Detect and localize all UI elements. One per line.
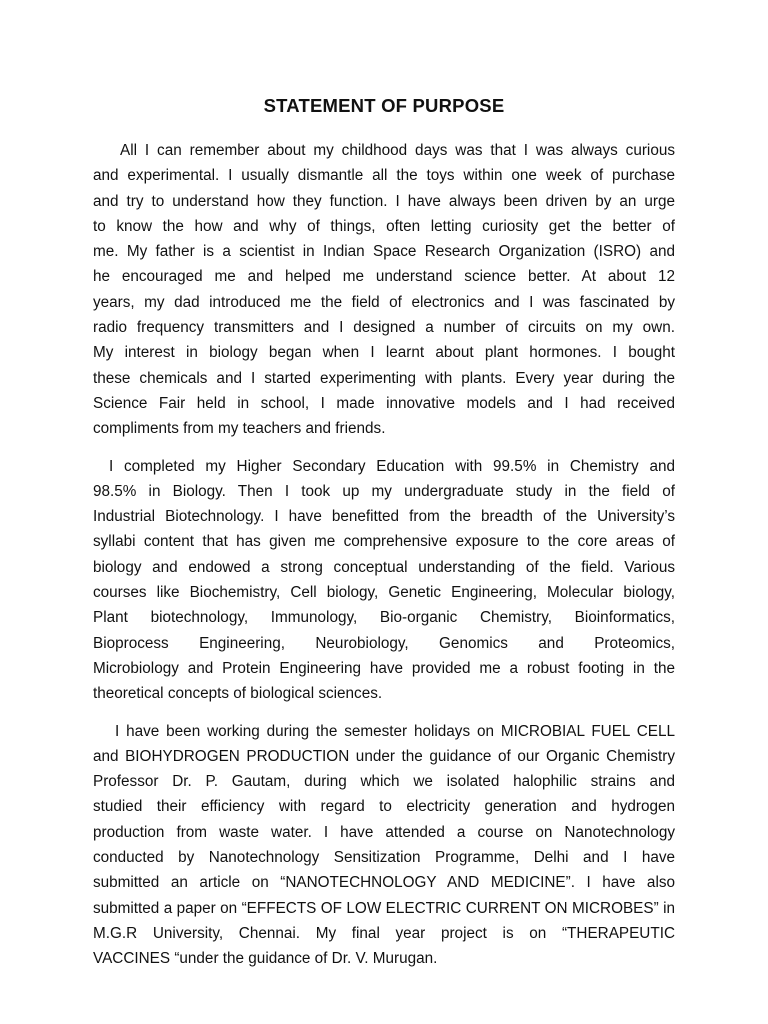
text-line: and BIOHYDROGEN PRODUCTION under the guidance of our Organic Chemistry (93, 747, 675, 765)
text-line: Bioprocess Engineering, Neurobiology, Genomics and Proteomics, (93, 634, 675, 652)
paragraph-spacer (93, 442, 675, 454)
text-line: 98.5% in Biology. Then I took up my undergraduate study in the field of (93, 482, 675, 500)
text-line: years, my dad introduced me the field of electronics and I was fascinated by (93, 293, 675, 311)
text-line: biology and endowed a strong conceptual understanding of the field. Various (93, 558, 675, 576)
text-line: Professor Dr. P. Gautam, during which we isolated halophilic strains and (93, 773, 675, 791)
text-line: and try to understand how they function. I have always been driven by an urge (93, 192, 675, 210)
text-line: Industrial Biotechnology. I have benefitted from the breadth of the University’s (93, 508, 675, 526)
paragraph-education (93, 454, 675, 707)
text-line: theoretical concepts of biological sciences. (93, 685, 383, 703)
text-line: me. My father is a scientist in Indian Space Research Organization (ISRO) and (93, 243, 675, 261)
text-line: I have been working during the semester holidays on MICROBIAL FUEL CELL (115, 722, 675, 740)
text-line: M.G.R University, Chennai. My final year project is on “THERAPEUTIC (93, 924, 675, 942)
text-line: radio frequency transmitters and I designed a number of circuits on my own. (93, 319, 675, 337)
text-line: production from waste water. I have attended a course on Nanotechnology (93, 823, 675, 841)
text-line: Plant biotechnology, Immunology, Bio-organic Chemistry, Bioinformatics, (93, 609, 675, 627)
text-line: VACCINES “under the guidance of Dr. V. Murugan. (93, 950, 438, 968)
text-line: courses like Biochemistry, Cell biology, Genetic Engineering, Molecular biology, (93, 584, 675, 602)
paragraph-research (93, 719, 675, 972)
text-line: studied their efficiency with regard to electricity generation and hydrogen (93, 798, 675, 816)
text-line: My interest in biology began when I learnt about plant hormones. I bought (93, 344, 675, 362)
text-line: submitted a paper on “EFFECTS OF LOW ELECTRIC CURRENT ON MICROBES” in (93, 899, 675, 917)
document-title: STATEMENT OF PURPOSE (263, 95, 505, 116)
text-line: Science Fair held in school, I made innovative models and I had received (93, 394, 675, 412)
text-line: syllabi content that has given me comprehensive exposure to the core areas of (93, 533, 675, 551)
paragraph-spacer (93, 707, 675, 719)
text-line: these chemicals and I started experimenting with plants. Every year during the (93, 369, 675, 387)
document-body (93, 138, 675, 972)
text-line: compliments from my teachers and friends. (93, 420, 386, 438)
text-line: All I can remember about my childhood days was that I was always curious (120, 142, 675, 159)
text-line: he encouraged me and helped me understand science better. At about 12 (93, 268, 675, 286)
paragraph-childhood (93, 138, 675, 442)
text-line: I completed my Higher Secondary Education with 99.5% in Chemistry and (109, 457, 675, 475)
text-line: Microbiology and Protein Engineering have provided me a robust footing in the (93, 659, 675, 677)
text-line: and experimental. I usually dismantle all the toys within one week of purchase (93, 167, 675, 185)
text-line: conducted by Nanotechnology Sensitization Programme, Delhi and I have (93, 849, 675, 867)
text-line: to know the how and why of things, often letting curiosity get the better of (93, 217, 675, 235)
text-line: submitted an article on “NANOTECHNOLOGY AND MEDICINE”. I have also (93, 874, 675, 892)
